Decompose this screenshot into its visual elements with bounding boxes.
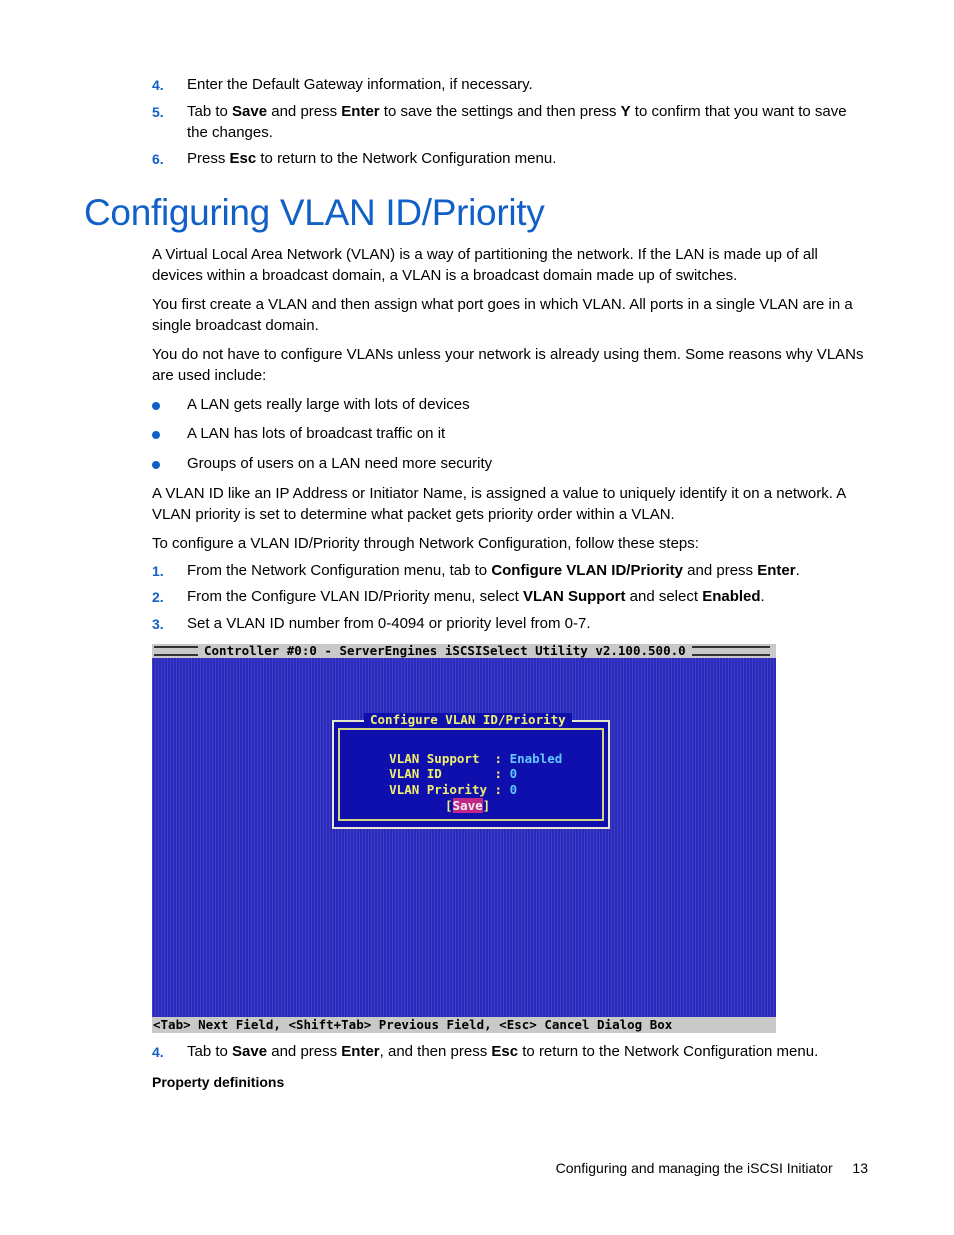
step-number: 4. (152, 1044, 164, 1060)
save-label: Save (452, 798, 483, 813)
paragraph: To configure a VLAN ID/Priority through Network Configuration, follow these steps: (152, 535, 699, 552)
text-run: and press (267, 1043, 342, 1060)
vlan-priority-field[interactable] (344, 767, 517, 812)
step-number: 3. (152, 616, 164, 632)
field-value: 0 (509, 766, 518, 781)
bold-term: Configure VLAN ID/Priority (491, 562, 683, 579)
step-text (187, 587, 866, 608)
save-bracket: [ (445, 798, 453, 813)
step-text (187, 1042, 866, 1063)
iscsi-utility-screenshot (152, 644, 776, 1033)
section-heading: Configuring VLAN ID/Priority (84, 192, 545, 233)
step-text (187, 149, 866, 170)
paragraph: A Virtual Local Area Network (VLAN) is a way of partitioning the network. If the LAN is made up of all devices within a broadcast domain, a VLAN is a broadcast domain made up of switches. (152, 246, 818, 284)
paragraph: You do not have to configure VLANs unless your network is already using them. Some reasons why VLANs are used include: (152, 346, 864, 384)
save-button[interactable] (445, 798, 490, 813)
text-run: and press (267, 103, 342, 120)
field-value: Enabled (509, 751, 563, 766)
text-run: and select (625, 588, 703, 605)
list-item: A LAN has lots of broadcast traffic on it (187, 425, 446, 442)
title-bar-rule (692, 646, 770, 656)
field-separator: : (494, 751, 510, 766)
title-bar-rule (154, 646, 198, 656)
page-footer (556, 1160, 868, 1176)
text-run: and press (683, 562, 758, 579)
text-run: Enter the Default Gateway information, if necessary. (187, 76, 533, 93)
step-text (187, 75, 866, 96)
paragraph: You first create a VLAN and then assign what port goes in which VLAN. All ports in a single VLAN are in a single broadcast domain. (152, 296, 853, 334)
step-text (187, 614, 866, 635)
bold-term: Enter (341, 1043, 380, 1060)
subheading: Property definitions (152, 1074, 285, 1090)
step-text (187, 102, 866, 143)
bold-term: Save (232, 103, 268, 120)
step-number: 1. (152, 563, 164, 579)
text-run: Tab to (187, 1043, 233, 1060)
text-run: . (760, 588, 765, 605)
dialog-title: Configure VLAN ID/Priority (364, 713, 572, 727)
bold-term: Enter (341, 103, 380, 120)
step-number: 6. (152, 151, 164, 167)
paragraph: A VLAN ID like an IP Address or Initiator Name, is assigned a value to uniquely identify it on a network. A VLAN priority is set to determine what packet gets priority order within a VLAN. (152, 485, 846, 523)
bold-term: Save (232, 1043, 268, 1060)
text-run: , and then press (379, 1043, 492, 1060)
bold-term: VLAN Support (522, 588, 626, 605)
text-run: From the Network Configuration menu, tab to (187, 562, 492, 579)
step-text (187, 561, 866, 582)
text-run: Set a VLAN ID number from 0-4094 or priority level from 0-7. (187, 615, 591, 632)
list-item: Groups of users on a LAN need more security (187, 455, 493, 472)
bold-term: Y (620, 103, 631, 120)
text-run: . (795, 562, 800, 579)
configure-vlan-dialog (332, 712, 610, 829)
bold-term: Enabled (702, 588, 761, 605)
bullet-icon (152, 461, 160, 469)
step-number: 4. (152, 77, 164, 93)
save-bracket: ] (482, 798, 491, 813)
text-run: Tab to (187, 103, 233, 120)
footer-section: Configuring and managing the iSCSI Initiator (555, 1160, 833, 1176)
field-label: VLAN ID (389, 766, 495, 781)
utility-title: Controller #0:0 - ServerEngines iSCSISelect Utility v2.100.500.0 (204, 644, 686, 658)
text-run: to return to the Network Configuration menu. (518, 1043, 819, 1060)
field-separator: : (494, 782, 510, 797)
field-value: 0 (509, 782, 518, 797)
step-number: 2. (152, 589, 164, 605)
field-separator: : (494, 766, 510, 781)
bold-term: Enter (757, 562, 796, 579)
list-item: A LAN gets really large with lots of devices (187, 396, 470, 413)
utility-status-bar: <Tab> Next Field, <Shift+Tab> Previous Field, <Esc> Cancel Dialog Box (152, 1017, 776, 1033)
text-run: Press (187, 150, 230, 167)
field-label: VLAN Priority (389, 782, 495, 797)
page-number: 13 (852, 1160, 868, 1176)
bold-term: Esc (491, 1043, 519, 1060)
text-run: to confirm that you want to save the changes. (187, 103, 847, 141)
text-run: From the Configure VLAN ID/Priority menu, select (187, 588, 523, 605)
bullet-icon (152, 402, 160, 410)
field-label: VLAN Support (389, 751, 495, 766)
bold-term: Esc (229, 150, 257, 167)
text-run: to save the settings and then press (379, 103, 621, 120)
text-run: to return to the Network Configuration menu. (256, 150, 557, 167)
bullet-icon (152, 431, 160, 439)
step-number: 5. (152, 104, 164, 120)
utility-title-bar (152, 644, 776, 658)
